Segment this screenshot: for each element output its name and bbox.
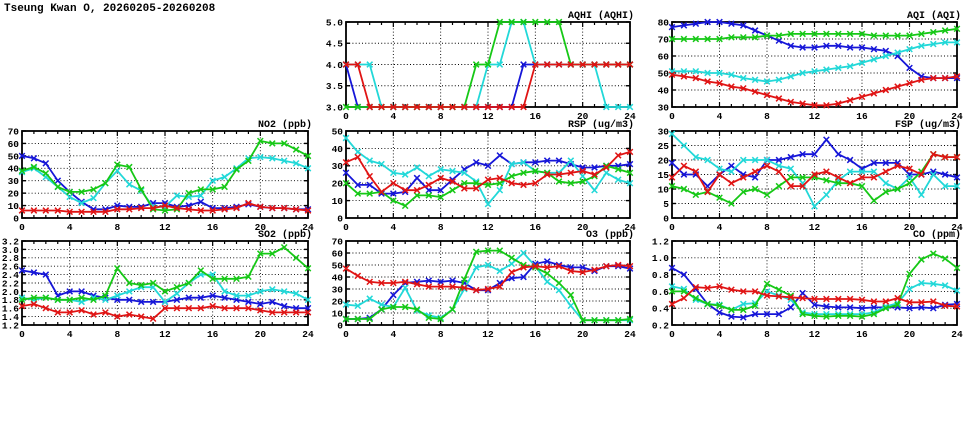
x-tick-label: 4 — [390, 329, 397, 340]
x-tick-label: 0 — [669, 329, 675, 340]
x-tick-label: 4 — [390, 222, 397, 233]
y-tick-label: 40 — [331, 272, 343, 284]
x-tick-label: 0 — [343, 222, 349, 233]
y-tick-label: 1.4 — [1, 312, 19, 323]
chart-title: CO (ppm) — [912, 230, 961, 241]
x-tick-label: 12 — [159, 222, 171, 233]
y-tick-label: 50 — [657, 68, 669, 80]
series-markers-blue — [343, 153, 633, 197]
y-tick-label: 10 — [331, 196, 343, 207]
y-tick-label: 1.2 — [651, 236, 669, 248]
y-tick-label: 0 — [337, 320, 343, 332]
y-tick-label: 1.0 — [651, 253, 669, 265]
y-tick-label: 60 — [657, 51, 669, 63]
chart-o3 — [320, 227, 642, 343]
chart-title: RSP (ug/m3) — [567, 120, 634, 131]
y-tick-label: 30 — [7, 176, 19, 188]
y-tick-label: 10 — [7, 200, 19, 212]
chart-aqi — [646, 8, 969, 125]
y-tick-label: 30 — [331, 161, 343, 173]
y-tick-label: 0.8 — [651, 270, 669, 281]
y-tick-label: 1.6 — [1, 303, 19, 315]
x-tick-label: 24 — [624, 111, 636, 122]
y-tick-label: 70 — [7, 126, 19, 138]
x-tick-label: 12 — [482, 111, 494, 122]
x-tick-label: 8 — [764, 111, 770, 122]
y-tick-label: 30 — [331, 284, 343, 296]
x-tick-label: 16 — [206, 222, 219, 233]
chart-aqhi — [320, 8, 642, 125]
series-markers-cyan — [669, 40, 960, 85]
x-tick-label: 0 — [19, 329, 25, 340]
x-tick-label: 24 — [951, 222, 963, 233]
x-tick-label: 24 — [951, 329, 963, 340]
y-tick-label: 0 — [337, 213, 343, 225]
y-tick-label: 10 — [331, 308, 343, 320]
x-tick-label: 4 — [716, 222, 723, 233]
y-tick-label: 40 — [7, 163, 19, 175]
x-tick-label: 8 — [114, 329, 121, 340]
x-tick-label: 16 — [856, 329, 868, 340]
y-tick-label: 50 — [331, 260, 343, 272]
x-tick-label: 4 — [390, 111, 397, 122]
y-tick-label: 3.0 — [1, 244, 19, 256]
y-tick-label: 4.5 — [325, 38, 343, 50]
x-tick-label: 12 — [482, 222, 494, 233]
y-tick-label: 20 — [7, 188, 19, 200]
x-tick-label: 24 — [624, 222, 636, 233]
series-line-red — [22, 304, 308, 319]
y-tick-label: 2.6 — [1, 261, 19, 273]
x-tick-label: 0 — [19, 222, 25, 233]
x-tick-label: 12 — [482, 329, 494, 340]
y-tick-label: 3.5 — [325, 81, 343, 93]
y-tick-label: 30 — [657, 126, 669, 138]
series-line-blue — [672, 22, 957, 78]
y-tick-label: 0 — [663, 213, 669, 225]
y-tick-label: 10 — [657, 184, 669, 196]
x-tick-label: 20 — [254, 222, 267, 233]
chart-title: FSP (ug/m3) — [894, 120, 961, 131]
x-tick-label: 24 — [624, 329, 636, 340]
chart-so2 — [0, 227, 320, 343]
x-tick-label: 24 — [302, 329, 314, 340]
x-tick-label: 4 — [716, 111, 723, 122]
y-tick-label: 2.2 — [1, 278, 19, 290]
y-tick-label: 2.8 — [1, 253, 19, 265]
y-tick-label: 1.8 — [1, 295, 19, 307]
series-line-green — [22, 141, 308, 211]
x-tick-label: 4 — [66, 329, 73, 340]
y-tick-label: 20 — [331, 178, 343, 190]
x-tick-label: 16 — [529, 111, 542, 122]
chart-title: O3 (ppb) — [585, 230, 634, 241]
y-tick-label: 3.2 — [1, 236, 19, 248]
x-tick-label: 20 — [576, 329, 589, 340]
y-tick-label: 0.6 — [651, 286, 669, 298]
x-tick-label: 8 — [437, 222, 444, 233]
y-tick-label: 50 — [7, 151, 19, 163]
y-tick-label: 1.2 — [1, 320, 19, 332]
x-tick-label: 24 — [302, 222, 314, 233]
chart-title: AQHI (AQHI) — [567, 11, 634, 22]
x-tick-label: 12 — [808, 111, 821, 122]
y-tick-label: 60 — [331, 248, 343, 260]
y-tick-label: 3.0 — [325, 102, 343, 114]
y-tick-label: 0.2 — [651, 320, 669, 332]
x-tick-label: 20 — [576, 222, 589, 233]
y-tick-label: 20 — [657, 155, 669, 167]
y-tick-label: 40 — [331, 143, 343, 155]
y-tick-label: 2.0 — [1, 286, 19, 298]
y-tick-label: 25 — [657, 140, 669, 152]
y-tick-label: 5 — [663, 198, 669, 210]
x-tick-label: 8 — [764, 329, 770, 340]
chart-title: AQI (AQI) — [906, 11, 961, 22]
chart-no2 — [0, 117, 320, 236]
chart-title: SO2 (ppb) — [257, 230, 312, 241]
x-tick-label: 0 — [669, 222, 675, 233]
x-tick-label: 20 — [903, 222, 916, 233]
series-line-blue — [346, 155, 630, 193]
y-tick-label: 50 — [331, 126, 343, 138]
y-tick-label: 60 — [7, 138, 19, 150]
x-tick-label: 16 — [856, 111, 868, 122]
y-tick-label: 80 — [657, 17, 669, 29]
y-tick-label: 5.0 — [325, 17, 343, 29]
x-tick-label: 20 — [576, 111, 589, 122]
x-tick-label: 0 — [343, 329, 349, 340]
chart-co — [646, 227, 969, 343]
y-tick-label: 0 — [13, 213, 19, 225]
x-tick-label: 0 — [343, 111, 349, 122]
y-tick-label: 70 — [331, 236, 343, 248]
x-tick-label: 16 — [856, 222, 868, 233]
chart-rsp — [320, 117, 642, 236]
chart-title: NO2 (ppb) — [257, 120, 312, 131]
x-tick-label: 12 — [808, 329, 821, 340]
series-markers-green — [669, 151, 960, 206]
x-tick-label: 16 — [529, 222, 542, 233]
y-tick-label: 40 — [657, 85, 669, 97]
x-tick-label: 8 — [437, 111, 444, 122]
page-title: Tseung Kwan O, 20260205-20260208 — [4, 3, 216, 15]
x-tick-label: 16 — [529, 329, 542, 340]
y-tick-label: 70 — [657, 34, 669, 46]
x-tick-label: 4 — [66, 222, 73, 233]
y-tick-label: 2.4 — [1, 270, 19, 281]
x-tick-label: 12 — [808, 222, 821, 233]
x-tick-label: 8 — [114, 222, 121, 233]
x-tick-label: 4 — [716, 329, 723, 340]
y-tick-label: 30 — [657, 102, 669, 114]
y-tick-label: 15 — [657, 169, 669, 181]
x-tick-label: 8 — [437, 329, 444, 340]
series-line-cyan — [22, 275, 308, 302]
x-tick-label: 0 — [669, 111, 675, 122]
series-markers-cyan — [19, 154, 311, 209]
y-tick-label: 20 — [331, 296, 343, 308]
series-line-cyan — [22, 157, 308, 207]
x-tick-label: 12 — [159, 329, 171, 340]
chart-fsp — [646, 117, 969, 236]
x-tick-label: 8 — [764, 222, 770, 233]
x-tick-label: 16 — [206, 329, 219, 340]
y-tick-label: 4.0 — [325, 59, 343, 71]
x-tick-label: 20 — [903, 111, 916, 122]
y-tick-label: 0.4 — [651, 303, 669, 315]
x-tick-label: 20 — [903, 329, 916, 340]
x-tick-label: 24 — [951, 111, 963, 122]
x-tick-label: 20 — [254, 329, 267, 340]
